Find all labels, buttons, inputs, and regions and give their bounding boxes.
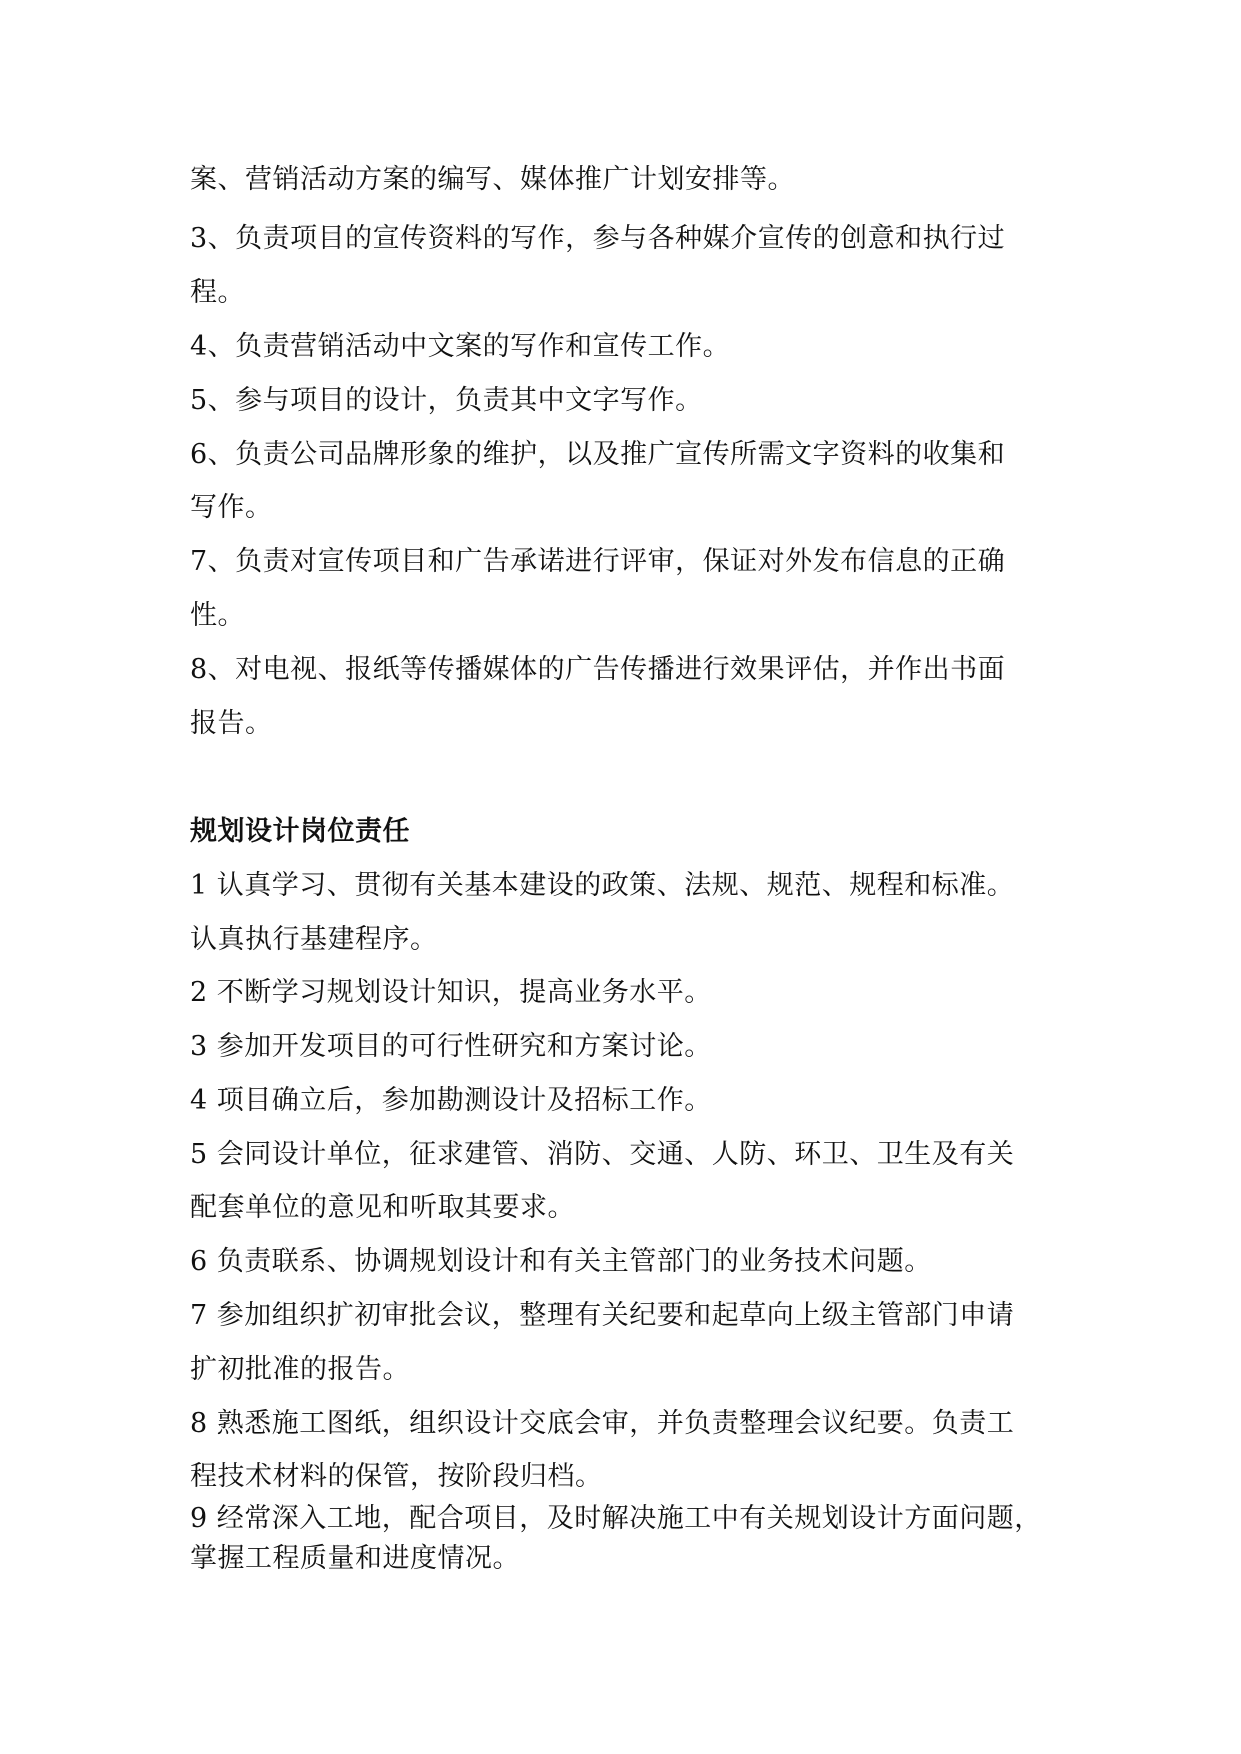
text-line: 5、参与项目的设计，负责其中文字写作。 xyxy=(190,385,703,416)
text-line: 8、对电视、报纸等传播媒体的广告传播进行效果评估，并作出书面 xyxy=(190,654,1006,685)
text-line: 6、负责公司品牌形象的维护，以及推广宣传所需文字资料的收集和 xyxy=(190,439,1006,470)
text-line: 4、负责营销活动中文案的写作和宣传工作。 xyxy=(190,331,731,362)
text-line: 7、负责对宣传项目和广告承诺进行评审，保证对外发布信息的正确 xyxy=(190,546,1006,577)
text-line: 8 熟悉施工图纸，组织设计交底会审，并负责整理会议纪要。负责工 xyxy=(190,1408,1015,1439)
text-line: 9 经常深入工地，配合项目，及时解决施工中有关规划设计方面问题， xyxy=(190,1503,1042,1534)
text-line: 6 负责联系、协调规划设计和有关主管部门的业务技术问题。 xyxy=(190,1246,932,1277)
text-line: 1 认真学习、贯彻有关基本建设的政策、法规、规范、规程和标准。 xyxy=(190,870,1015,901)
text-line: 认真执行基建程序。 xyxy=(190,924,438,955)
text-line: 4 项目确立后，参加勘测设计及招标工作。 xyxy=(190,1085,712,1116)
text-line: 3 参加开发项目的可行性研究和方案讨论。 xyxy=(190,1031,712,1062)
text-line: 程。 xyxy=(190,277,245,308)
text-line: 写作。 xyxy=(190,492,273,523)
text-line: 3、负责项目的宣传资料的写作，参与各种媒介宣传的创意和执行过 xyxy=(190,223,1006,254)
text-line: 性。 xyxy=(190,600,245,631)
text-line: 报告。 xyxy=(190,708,273,739)
text-line: 掌握工程质量和进度情况。 xyxy=(190,1543,520,1574)
text-line: 程技术材料的保管，按阶段归档。 xyxy=(190,1461,603,1492)
text-line: 案、营销活动方案的编写、媒体推广计划安排等。 xyxy=(190,164,795,195)
text-line: 配套单位的意见和听取其要求。 xyxy=(190,1192,575,1223)
section-heading: 规划设计岗位责任 xyxy=(190,816,410,847)
text-line: 扩初批准的报告。 xyxy=(190,1354,410,1385)
text-line: 2 不断学习规划设计知识，提高业务水平。 xyxy=(190,977,712,1008)
text-line: 7 参加组织扩初审批会议，整理有关纪要和起草向上级主管部门申请 xyxy=(190,1300,1015,1331)
text-line: 5 会同设计单位，征求建管、消防、交通、人防、环卫、卫生及有关 xyxy=(190,1139,1015,1170)
